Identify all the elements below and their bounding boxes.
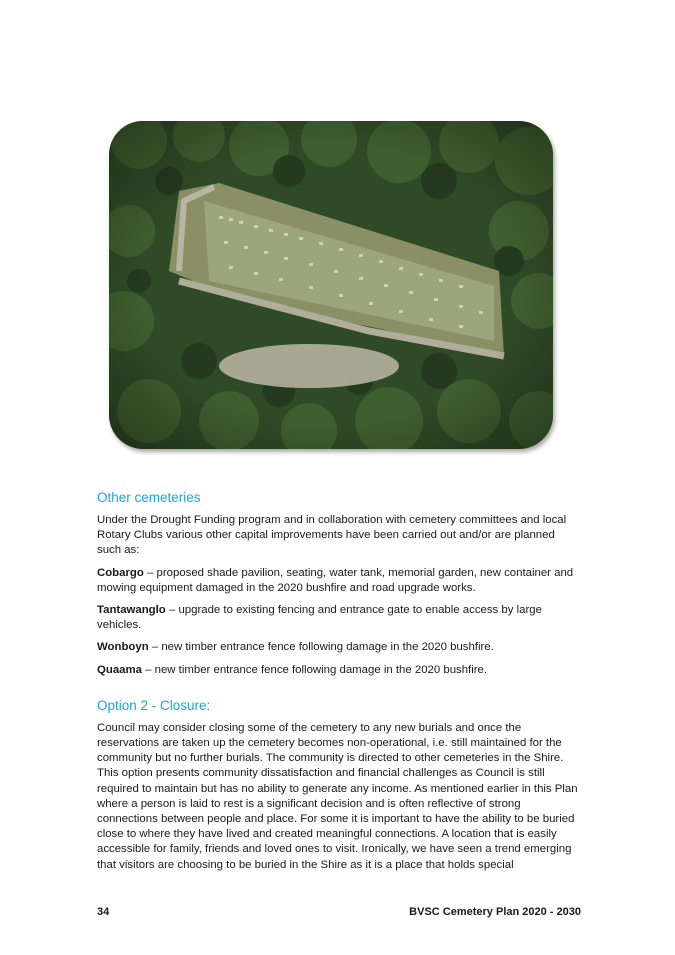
- intro-paragraph: Under the Drought Funding program and in collaboration with cemetery committees and local Rotary Clubs various other capital improvements have been carried out and/or are planned such as:: [97, 514, 567, 557]
- heading-option-2-closure: Option 2 - Closure:: [97, 697, 211, 713]
- item-text: – new timber entrance fence following damage in the 2020 bushfire.: [148, 641, 494, 654]
- page-footer: [97, 906, 581, 918]
- item-text: – new timber entrance fence following damage in the 2020 bushfire.: [141, 663, 488, 676]
- heading-other-cemeteries: Other cemeteries: [97, 490, 201, 505]
- page-number: 34: [97, 906, 110, 918]
- item-wonboyn: [97, 640, 581, 655]
- item-quaama: [97, 663, 581, 678]
- item-name: Wonboyn: [97, 641, 149, 654]
- item-name: Cobargo: [97, 566, 144, 579]
- item-text: – proposed shade pavilion, seating, water tank, memorial garden, new container and mowing equipment damaged in the 2020 bushfire and road upgrade works.: [97, 566, 574, 594]
- cemetery-aerial-photo: [109, 121, 553, 449]
- item-cobargo: [97, 566, 581, 596]
- item-tantawanglo: [97, 603, 581, 633]
- item-name: Quaama: [97, 663, 142, 676]
- item-name: Tantawanglo: [97, 604, 166, 617]
- document-title: BVSC Cemetery Plan 2020 - 2030: [409, 906, 581, 918]
- page-content: [97, 489, 581, 880]
- closure-paragraph: Council may consider closing some of the cemetery to any new burials and once the reservations are taken up the cemetery becomes non-operational, i.e. still maintained for the community but no further burials. The community is directed to other cemeteries in the Shire. This option presents community dissatisfaction and financial challenges as Council is still required to maintain but has no ability to generate any income. As mentioned earlier in this Plan where a person is laid to rest is a significant decision and is often reflective of strong connections between people and place. For some it is important to have the ability to be buried close to where they have lived and created meaningful connections. A location that is easily accessible for family, friends and loved ones to visit. Ironically, we have seen a trend emerging that visitors are choosing to be buried in the Shire as it is a place that holds special: [97, 721, 578, 871]
- item-text: – upgrade to existing fencing and entrance gate to enable access by large vehicles.: [97, 604, 542, 632]
